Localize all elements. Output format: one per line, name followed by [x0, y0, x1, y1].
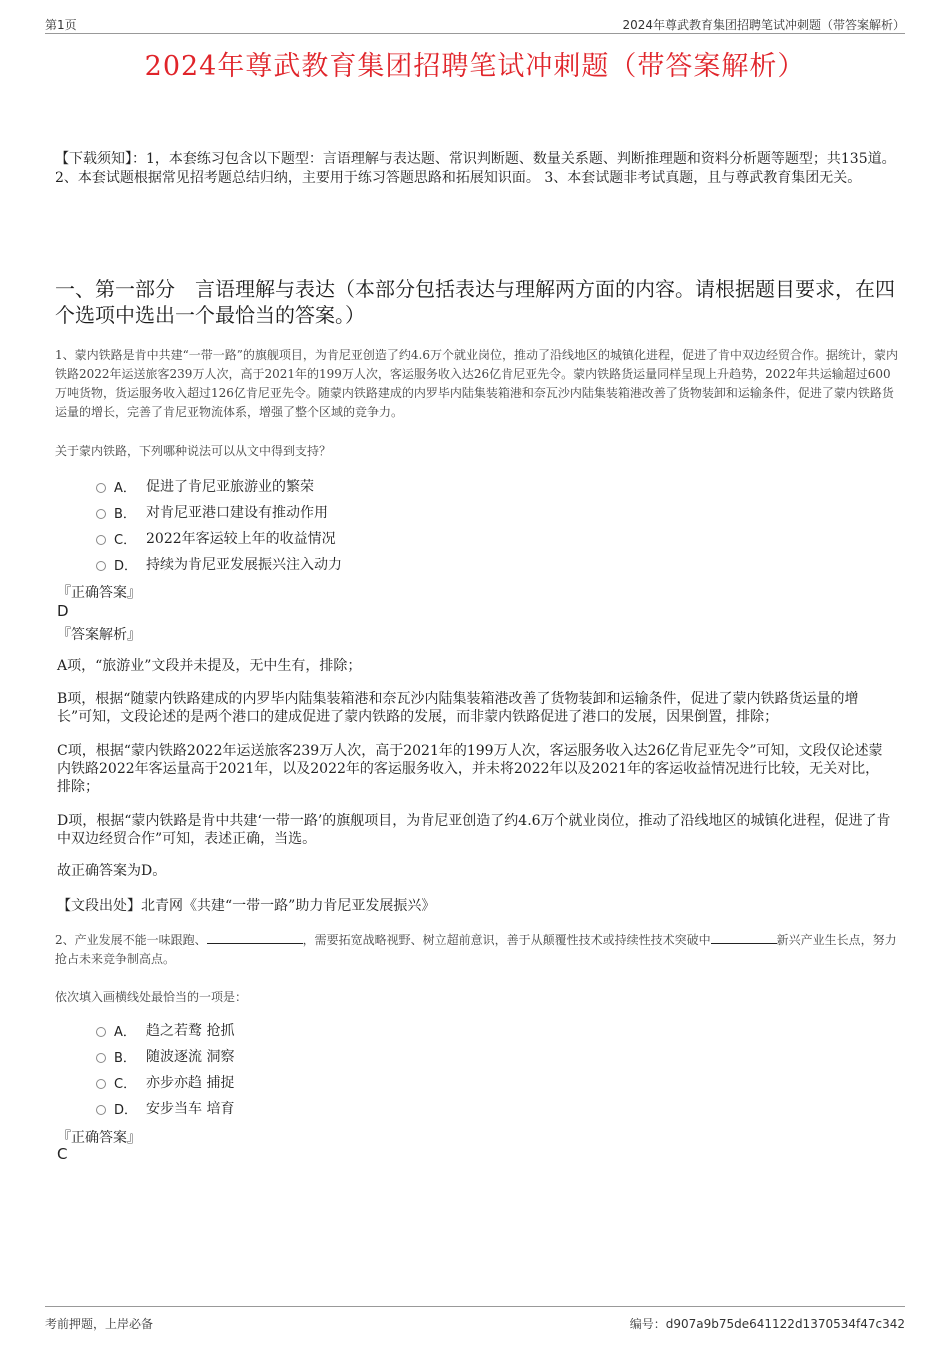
- question-2-prompt: 依次填入画横线处最恰当的一项是：: [55, 990, 248, 1004]
- option-d[interactable]: [96, 1095, 234, 1121]
- option-letter: B．: [114, 1050, 136, 1066]
- footer-code-value: d907a9b75de641122d1370534f47c342: [665, 1317, 905, 1331]
- option-text: 趋之若鹜 抢抓: [146, 1023, 235, 1039]
- header-doc-title: 2024年尊武教育集团招聘笔试冲刺题（带答案解析）: [622, 18, 905, 32]
- option-text: 亦步亦趋 捕捉: [146, 1075, 235, 1091]
- correct-answer-value: D: [57, 602, 69, 620]
- option-text: 持续为肯尼亚发展振兴注入动力: [146, 557, 342, 573]
- question-2-options: [96, 1017, 234, 1121]
- radio-icon[interactable]: [96, 1053, 106, 1063]
- option-letter: D．: [114, 1102, 138, 1118]
- footer-slogan: 考前押题，上岸必备: [45, 1317, 154, 1331]
- footer-code: [630, 1315, 905, 1332]
- correct-answer-label: 『正确答案』: [57, 1130, 141, 1146]
- radio-icon[interactable]: [96, 1079, 106, 1089]
- question-2-text-part1: 2、产业发展不能一味跟跑、: [55, 933, 207, 947]
- option-letter: B．: [114, 506, 136, 522]
- analysis-label: 『答案解析』: [57, 627, 141, 643]
- source-citation: 【文段出处】北青网《共建“一带一路”助力肯尼亚发展振兴》: [57, 898, 436, 914]
- question-1-prompt: 关于蒙内铁路，下列哪种说法可以从文中得到支持？: [55, 444, 332, 458]
- page-number: 第1页: [45, 18, 77, 32]
- option-a[interactable]: [96, 473, 342, 499]
- footer-code-label: 编号：: [629, 1317, 666, 1331]
- option-a[interactable]: [96, 1017, 234, 1043]
- analysis-a: A项，“旅游业”文段并未提及，无中生有，排除；: [57, 658, 362, 674]
- correct-answer-value: C: [57, 1145, 68, 1163]
- radio-icon[interactable]: [96, 1105, 106, 1115]
- question-2-text: [55, 931, 900, 969]
- radio-icon[interactable]: [96, 561, 106, 571]
- option-letter: A．: [114, 480, 136, 496]
- option-text: 对肯尼亚港口建设有推动作用: [146, 505, 328, 521]
- option-text: 随波逐流 洞察: [146, 1049, 235, 1065]
- download-notice: 【下载须知】：1，本套练习包含以下题型：言语理解与表达题、常识判断题、数量关系题、判断推理题和资料分析题等题型；共135道。 2、本套试题根据常见招考题总结归纳，主要用于练习答题思路和拓展知识面。 3、本套试题非考试真题，且与尊武教育集团无关。: [55, 151, 896, 186]
- analysis-conclusion: 故正确答案为D。: [57, 863, 167, 879]
- radio-icon[interactable]: [96, 1027, 106, 1037]
- question-2-text-part2: ，需要拓宽战略视野、树立超前意识，善于从颠覆性技术或持续性技术突破中: [302, 933, 711, 947]
- option-letter: A．: [114, 1024, 136, 1040]
- analysis-c: C项，根据“蒙内铁路2022年运送旅客239万人次，高于2021年的199万人次，客运服务收入达26亿肯尼亚先令”可知，文段仅论述蒙内铁路2022年客运量高于2021年，以及2022年的客运服务收入，并未将2022年以及2021年的客运收益情况进行比较，无关对比，排除；: [57, 743, 883, 795]
- correct-answer-label: 『正确答案』: [57, 585, 141, 601]
- radio-icon[interactable]: [96, 535, 106, 545]
- option-text: 2022年客运较上年的收益情况: [146, 531, 336, 547]
- analysis-d: D项，根据“蒙内铁路是肯中共建‘一带一路’的旗舰项目，为肯尼亚创造了约4.6万个就业岗位，推动了沿线地区的城镇化进程，促进了肯中双边经贸合作”可知，表述正确，当选。: [57, 813, 891, 847]
- page-footer: [45, 1306, 905, 1332]
- section-heading: 一、第一部分 言语理解与表达（本部分包括表达与理解两方面的内容。请根据题目要求，在四个选项中选出一个最恰当的答案。）: [55, 277, 895, 327]
- option-letter: C．: [114, 532, 137, 548]
- radio-icon[interactable]: [96, 483, 106, 493]
- page-title: 2024年尊武教育集团招聘笔试冲刺题（带答案解析）: [144, 51, 806, 82]
- option-text: 促进了肯尼亚旅游业的繁荣: [146, 479, 314, 495]
- option-c[interactable]: [96, 525, 342, 551]
- question-2-text-part3: 新兴产业生长点，努力抢占未来竞争制高点。: [55, 933, 897, 966]
- blank-line-2: [711, 932, 777, 944]
- page-header: [45, 14, 905, 34]
- question-1-text: 1、蒙内铁路是肯中共建“一带一路”的旗舰项目，为肯尼亚创造了约4.6万个就业岗位，推动了沿线地区的城镇化进程，促进了肯中双边经贸合作。据统计，蒙内铁路2022年运送旅客239万人次，高于2021年的199万人次，客运服务收入达26亿肯尼亚先令。蒙内铁路货运量同样呈现上升趋势，2022年共运输超过600万吨货物，货运服务收入超过126亿肯尼亚先令。随蒙内铁路建成的内罗毕内陆集装箱港和奈瓦沙内陆集装箱港改善了货物装卸和运输条件，促进了蒙内铁路货运量的增长，完善了肯尼亚物流体系，增强了整个区域的竞争力。: [55, 348, 898, 419]
- radio-icon[interactable]: [96, 509, 106, 519]
- option-letter: D．: [114, 558, 138, 574]
- option-c[interactable]: [96, 1069, 234, 1095]
- option-b[interactable]: [96, 499, 342, 525]
- analysis-b: B项，根据“随蒙内铁路建成的内罗毕内陆集装箱港和奈瓦沙内陆集装箱港改善了货物装卸和运输条件，促进了蒙内铁路货运量的增长”可知，文段论述的是两个港口的建成促进了蒙内铁路的发展，而非蒙内铁路促进了港口的发展，因果倒置，排除；: [57, 691, 859, 725]
- option-letter: C．: [114, 1076, 137, 1092]
- blank-line-1: [207, 932, 303, 944]
- option-text: 安步当车 培育: [146, 1101, 235, 1117]
- question-1-options: [96, 473, 342, 577]
- option-b[interactable]: [96, 1043, 234, 1069]
- option-d[interactable]: [96, 551, 342, 577]
